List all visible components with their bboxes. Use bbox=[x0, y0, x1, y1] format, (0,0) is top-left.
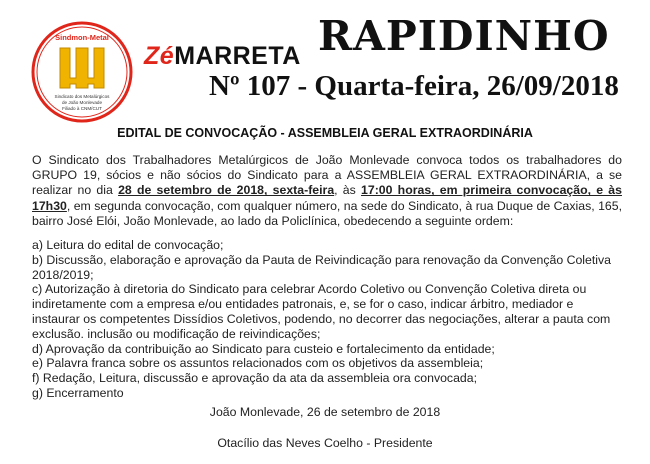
signature: Otacílio das Neves Coelho - Presidente bbox=[217, 436, 433, 450]
metal-mark-icon bbox=[60, 48, 104, 88]
agenda-item: c) Autorização à diretoria do Sindicato para celebrar Acordo Coletivo ou Convenção Coletiva direta ou indiretamente com a empresa e/ou entidades patronais, e, se for o caso, indicar árbitro, mediador e instaurar os competentes Dissídios Coletivos, podendo, no decorrer das negociações, alterar a pauta com exclusão. inclusão ou modificação de reivindicações; bbox=[32, 282, 611, 341]
agenda-item: f) Redação, Leitura, discussão e aprovação da ata da assembleia ora convocada; bbox=[32, 371, 478, 386]
meeting-date: 28 de setembro de 2018, sexta-feira bbox=[118, 183, 335, 198]
union-logo bbox=[30, 20, 134, 124]
agenda-list bbox=[32, 238, 624, 401]
agenda-item: a) Leitura do edital de convocação; bbox=[32, 238, 224, 252]
issue-line: Nº 107 - Quarta-feira, 26/09/2018 bbox=[209, 70, 619, 102]
brand-zemarreta bbox=[144, 44, 301, 69]
brand-marreta: MARRETA bbox=[174, 42, 301, 70]
newsletter-title: RAPIDINHO bbox=[318, 12, 610, 60]
edital-title: EDITAL DE CONVOCAÇÃO - ASSEMBLEIA GERAL EXTRAORDINÁRIA bbox=[117, 126, 533, 140]
agenda-item: b) Discussão, elaboração e aprovação da Pauta de Reivindicação para renovação da Convenção Coletiva 2018/2019; bbox=[32, 252, 611, 282]
brand-ze: Zé bbox=[144, 42, 175, 70]
meeting-time: 17:00 horas, em primeira convocação, e às 17h30 bbox=[32, 183, 622, 213]
agenda-item: e) Palavra franca sobre os assuntos relacionados com os objetivos da assembleia; bbox=[32, 356, 484, 371]
svg-text:de João Monlevade: de João Monlevade bbox=[61, 100, 103, 105]
logo-name: Sindmon-Metal bbox=[55, 33, 109, 42]
agenda-item: d) Aprovação da contribuição ao Sindicato para custeio e fortalecimento da entidade; bbox=[32, 341, 495, 356]
place-date: João Monlevade, 26 de setembro de 2018 bbox=[209, 405, 441, 419]
svg-text:Sindicato dos Metalúrgicos: Sindicato dos Metalúrgicos bbox=[54, 94, 110, 99]
edital-paragraph: O Sindicato dos Trabalhadores Metalúrgicos de João Monlevade convoca todos os trabalhadores do GRUPO 19, sócios e não sócios do Sindicato para a ASSEMBLEIA GERAL EXTRAORDINÁRIA, a se realizar no dia 28 de setembro de 2018, sexta-feira, às 17:00 horas, em primeira convocação, e às 17h30, em segunda convocação, com qualquer número, na sede do Sindicato, à rua Duque de Caxias, 165, bairro José Elói, João Monlevade, ao lado da Policlínica, obedecendo a seguinte ordem: bbox=[32, 153, 622, 228]
svg-text:Filiado à CNM/CUT: Filiado à CNM/CUT bbox=[62, 106, 102, 111]
agenda-item: g) Encerramento bbox=[32, 385, 124, 400]
